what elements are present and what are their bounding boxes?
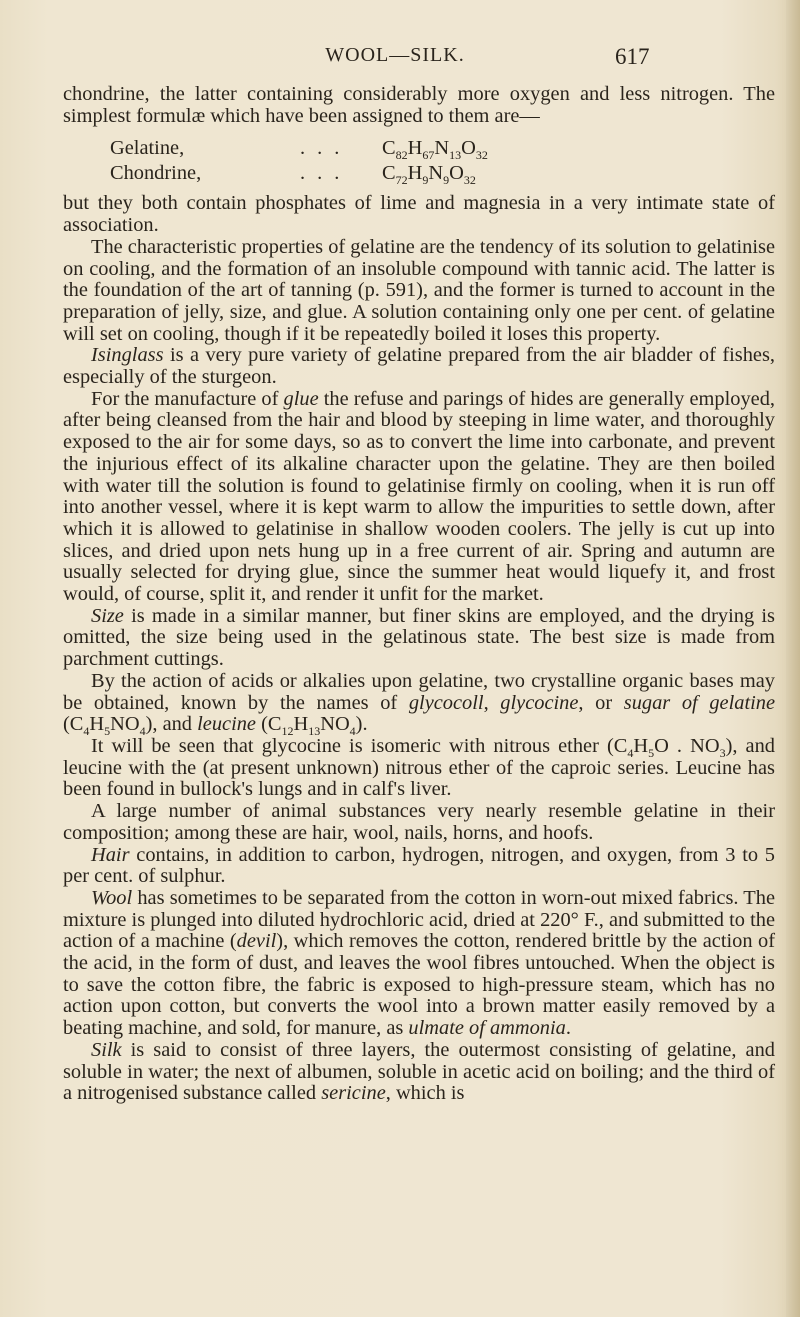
formula-row-gelatine (110, 138, 488, 163)
term-sugar-of-gelatine: sugar of gelatine (623, 691, 776, 714)
paragraph-text: A large number of animal substances very nearly resemble gelatine in their composition; among these are hair, wool, nails, horns, and hoofs. (63, 800, 775, 844)
page-edge-shadow (786, 0, 800, 1317)
paragraph-isinglass: Isinglass is a very pure variety of gelatine prepared from the air bladder of fishes, especially of the sturgeon. (63, 344, 775, 389)
paragraph-silk: Silk is said to consist of three layers, the outermost consisting of gelatine, and soluble in water; the next of albumen, soluble in acetic acid on boiling; and the third of a nitrogenised substance called sericine, which is (63, 1038, 775, 1105)
paragraph-size: Size is made in a similar manner, but finer skins are employed, and the drying is omitted, the size being used in the gelatinous state. The best size is made from parchment cuttings. (63, 604, 775, 671)
body-text (63, 84, 775, 1105)
paragraph-text: chondrine, the latter containing considerably more oxygen and less nitrogen. The simplest formulæ which have been assigned to them are— (63, 83, 775, 127)
paragraph-gelatine-properties (63, 237, 775, 346)
formula-name: Chondrine, (110, 162, 202, 185)
formula-nitrous-ether: $_4H_5O$ . $NO_3$ (627, 734, 726, 761)
paragraph-text: The characteristic properties of gelatine are the tendency of its solution to gelatinise on cooling, and the formation of an insoluble compound with tannic acid. The latter is the foundation of the art of tanning (p. 591), and the former is turned to account in the preparation of jelly, size, and glue. A solution containing only one per cent. of gelatine will set on cooling, though if it be repeatedly boiled it loses this property. (63, 235, 775, 345)
term-devil: devil (236, 930, 277, 953)
term-silk: Silk (91, 1038, 122, 1061)
paragraph-isomeric: It will be seen that glycocine is isomeric with nitrous ether ($C_4H_5O$ . $NO_3$), and leucine with the (at present unknown) nitrous ether of the caproic series. Leucine has been found in bullock's lungs and in calf's liver. (63, 734, 775, 801)
paragraph-phosphates (63, 193, 775, 236)
paragraph-chondrine (63, 84, 775, 127)
term-isinglass: Isinglass (91, 344, 164, 367)
paragraph-wool: Wool has sometimes to be separated from the cotton in worn-out mixed fabrics. The mixture is plunged into diluted hydrochloric acid, dried at 220° F., and submitted to the action of a machine (devil), which removes the cotton, rendered brittle by the action of the acid, in the form of dust, and leaves the wool fibres untouched. When the object is to save the cotton fibre, the fabric is exposed to high-pressure steam, which has no action upon cotton, but converts the wool into a brown matter easily removed by a beating machine, and sold, for manure, as ulmate of ammonia. (63, 886, 776, 1040)
paragraph-organic-bases: By the action of acids or alkalies upon gelatine, two crystalline organic bases may be obtained, known by the names of glycocoll, glycocine, or sugar of gelatine $(C_4H_5NO_4)$, and leucine $(C_{12}H_{13}NO_4)$. (63, 669, 776, 739)
formula-chondrine: $C_{72}H_9N_9O_{32}$ (382, 162, 476, 188)
formula-name: Gelatine, (110, 137, 185, 160)
term-size: Size (91, 604, 124, 627)
paragraph-hair: Hair contains, in addition to carbon, hydrogen, nitrogen, and oxygen, from 3 to 5 per cent. of sulphur. (63, 843, 775, 888)
term-leucine: leucine (197, 713, 256, 736)
term-glycocine: glycocine (500, 691, 579, 714)
formula-leucine: $_{12}H_{13}NO_4$ (281, 713, 356, 739)
term-glue: glue (283, 387, 319, 410)
running-head: WOOL—SILK. (325, 44, 465, 66)
term-ulmate-of-ammonia: ulmate of ammonia (408, 1017, 566, 1040)
formula-sugar-of-gelatine: $_4H_5NO_4$ (83, 713, 146, 739)
formula-gelatine: $C_{82}H_{67}N_{13}O_{32}$ (382, 137, 488, 163)
paragraph-glue: For the manufacture of glue the refuse and parings of hides are generally employed, after being cleansed from the hair and blood by steeping in lime water, and thoroughly exposed to the air for some days, so as to convert the lime into carbonate, and prevent the injurious effect of its alkaline character upon the gelatine. They are then boiled with water till the solution is found to gelatinise firmly on cooling, when it is run off into another vessel, where it is kept warm to allow the impurities to settle down, after which it is allowed to gelatinise in shallow wooden coolers. The jelly is cut up into slices, and dried upon nets hung up in a free current of air. Spring and autumn are usually selected for drying glue, since the summer heat would liquefy it, and frost would, of course, split it, and render it unfit for the market. (63, 387, 775, 606)
formula-row-chondrine (110, 163, 488, 188)
paragraph-text: but they both contain phosphates of lime and magnesia in a very intimate state of association. (63, 192, 775, 237)
page-number: 617 (615, 44, 650, 69)
formula-leader-dots: ... (300, 137, 352, 160)
term-wool: Wool (91, 886, 133, 909)
formula-leader-dots: ... (300, 162, 352, 185)
term-sericine: sericine (321, 1082, 386, 1105)
page-header (0, 44, 800, 74)
formula-table (110, 138, 488, 188)
term-glycocoll: glycocoll (408, 691, 484, 714)
paragraph-animal-substances (63, 801, 775, 844)
term-hair: Hair (91, 843, 130, 866)
